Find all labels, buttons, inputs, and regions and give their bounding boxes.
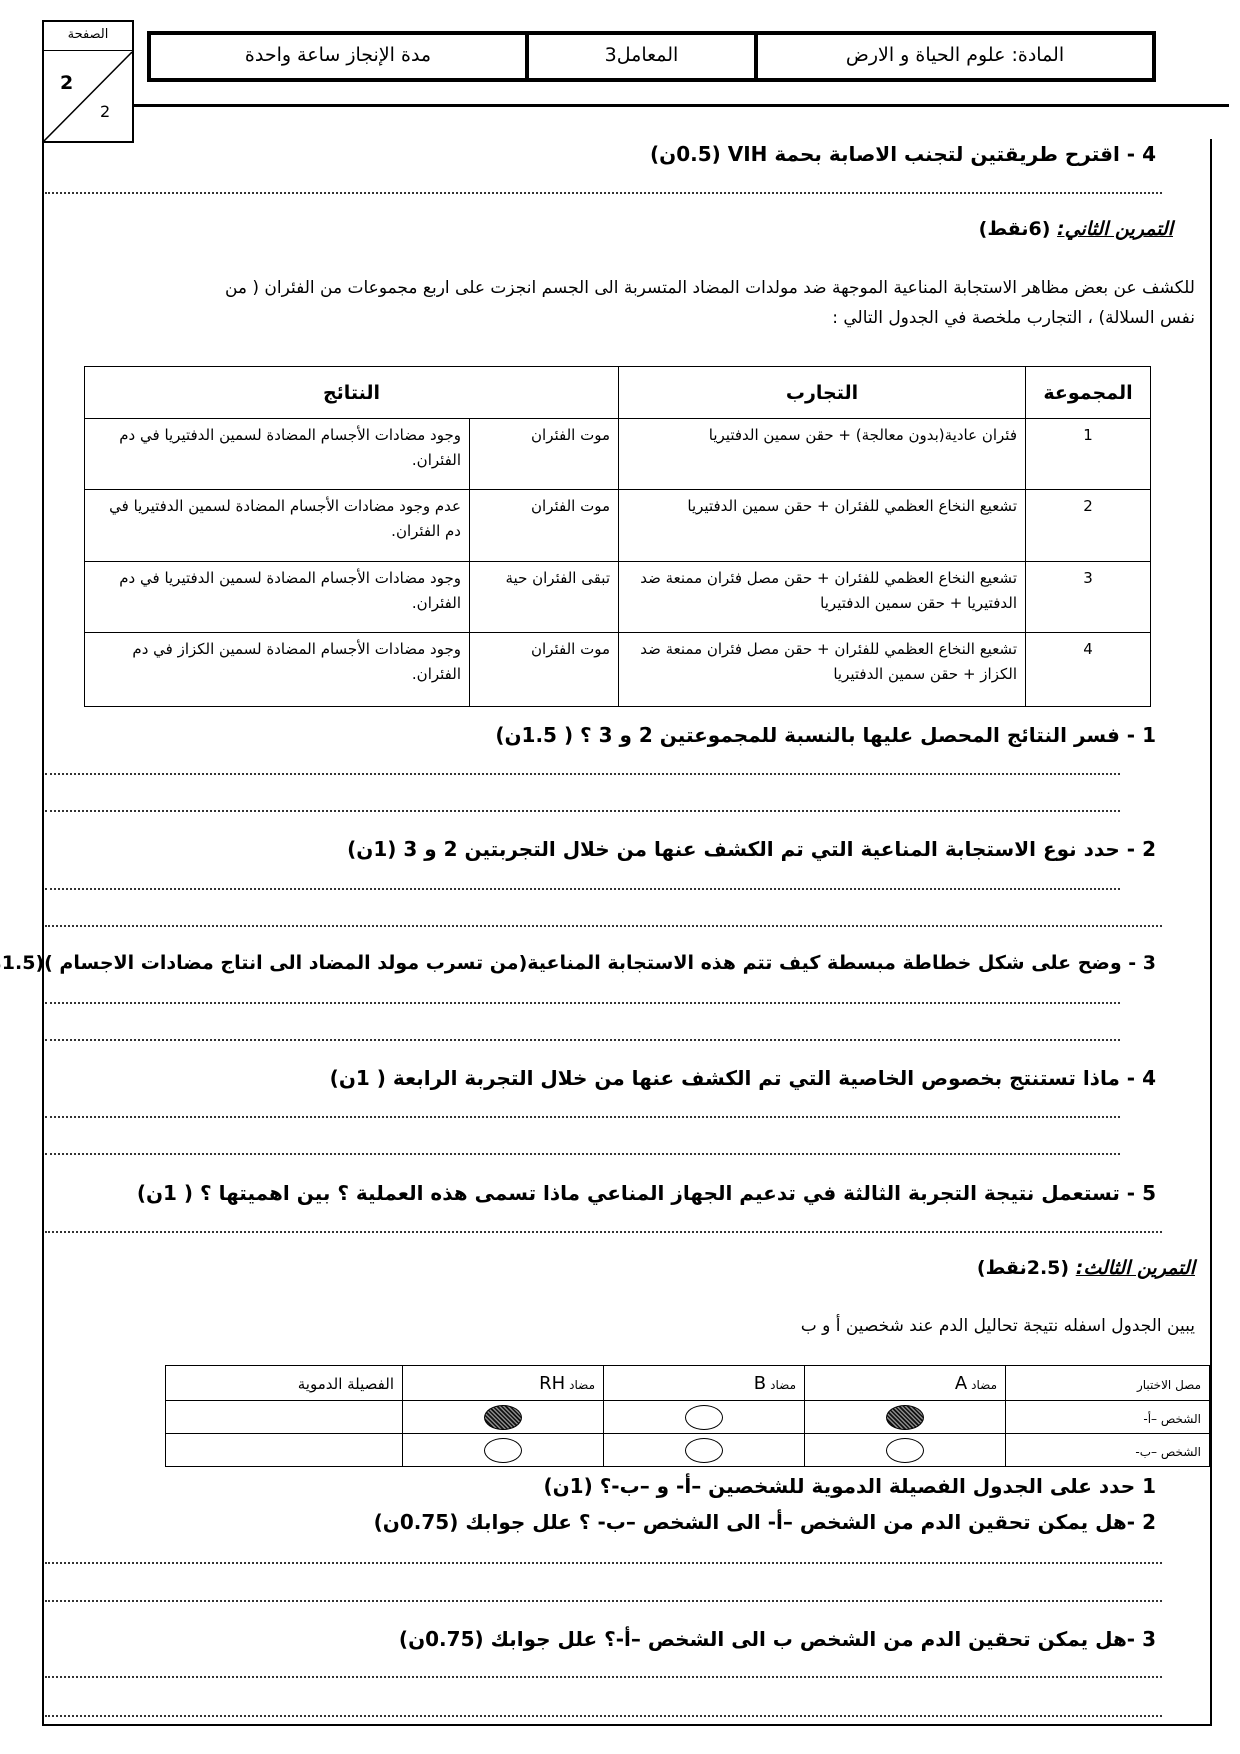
exam-header: [147, 31, 1156, 82]
outcome-cell: موت الفئران: [470, 419, 619, 490]
exercise2-question-3: 3 - وضح على شكل خطاطة مبسطة كيف تتم هذه الاستجابة المناعية(من تسرب مولد المضاد الى انتاج مضادات الاجسام )(1.5: [1, 952, 1156, 974]
exercise2-question-5: 5 - تستعمل نتيجة التجربة الثالثة في تدعيم الجهاز المناعي ماذا تسمى هذه العملية ؟ بين اهميتها ؟ ( 1ن): [136, 1181, 1156, 1205]
person-label-text: الشخص –ب-: [1135, 1444, 1201, 1459]
table-row: [85, 419, 1151, 490]
answer-line[interactable]: [45, 1676, 1162, 1678]
person-label-text: الشخص –أ-: [1143, 1411, 1201, 1426]
exercise2-intro-line-2: نفس السلالة) ، التجارب ملخصة في الجدول التالي :: [832, 308, 1195, 328]
exercise3-points: (2.5نقط): [976, 1257, 1070, 1279]
exercise3-question-3: 3 -هل يمكن تحقين الدم من الشخص ب الى الشخص –أ-؟ علل جوابك (0.75ن): [398, 1627, 1156, 1651]
col-header-blood-group: [166, 1366, 403, 1401]
table-row: [85, 490, 1151, 562]
answer-line[interactable]: [45, 1153, 1120, 1155]
reaction-cell: [403, 1434, 604, 1467]
antibody-word: مضاد: [770, 1377, 796, 1392]
antibodies-cell: وجود مضادات الأجسام المضادة لسمين الكزاز في دم الفئران.: [85, 633, 470, 707]
col-header-experiments: التجارب: [619, 367, 1026, 419]
antibody-letter: B: [753, 1372, 767, 1394]
table-row: [85, 562, 1151, 633]
exercise3-question-2: 2 -هل يمكن تحقين الدم من الشخص –أ- الى الشخص –ب- ؟ علل جوابك (0.75ن): [373, 1510, 1156, 1534]
outcome-cell: تبقى الفئران حية: [470, 562, 619, 633]
test-serum-label: مصل الاختبار: [1136, 1377, 1201, 1392]
reaction-circle: [685, 1405, 723, 1430]
person-label: [1006, 1434, 1210, 1467]
exercise2-question-1: 1 - فسر النتائج المحصل عليها بالنسبة للمجموعتين 2 و 3 ؟ ( 1.5ن): [495, 723, 1156, 747]
group-number: 4: [1026, 633, 1151, 707]
exercise2-intro-line-1: للكشف عن بعض مظاهر الاستجابة المناعية الموجهة ضد مولدات المضاد المتسربة الى الجسم انجزت على اربع مجموعات من الفئران ( من: [224, 278, 1195, 298]
answer-line[interactable]: [45, 1039, 1120, 1041]
blood-group-answer-cell[interactable]: [166, 1434, 403, 1467]
table-row: [85, 633, 1151, 707]
answer-line[interactable]: [45, 1116, 1120, 1118]
exercise2-points: (6نقط): [978, 218, 1051, 240]
outcome-cell: موت الفئران: [470, 633, 619, 707]
person-label: [1006, 1401, 1210, 1434]
col-header-results: النتائج: [85, 367, 619, 419]
reaction-circle: [886, 1405, 924, 1430]
exercise3-title: [977, 1255, 1195, 1281]
frame-right: [1210, 139, 1212, 1726]
antibody-letter: A: [954, 1372, 968, 1394]
col-header-anti-rh: [403, 1366, 604, 1401]
reaction-circle: [685, 1438, 723, 1463]
exam-subject: المادة: علوم الحياة و الارض: [845, 44, 1065, 66]
col-header-test-serum: [1006, 1366, 1210, 1401]
antibody-letter: RH: [539, 1372, 566, 1394]
exercise2-question-2: 2 - حدد نوع الاستجابة المناعية التي تم الكشف عنها من خلال التجربتين 2 و 3 (1ن): [347, 837, 1156, 861]
reaction-circle: [484, 1438, 522, 1463]
col-header-group: المجموعة: [1026, 367, 1151, 419]
outcome-cell: موت الفئران: [470, 490, 619, 562]
reaction-cell: [403, 1401, 604, 1434]
group-number: 2: [1026, 490, 1151, 562]
answer-line[interactable]: [45, 1231, 1162, 1233]
exercise3-title-text: التمرين الثالث:: [1075, 1257, 1195, 1279]
answer-line[interactable]: [45, 1562, 1162, 1564]
col-header-anti-b: [604, 1366, 805, 1401]
blood-group-label: الفصيلة الدموية: [297, 1374, 394, 1393]
exercise2-question-4: 4 - ماذا تستنتج بخصوص الخاصية التي تم الكشف عنها من خلال التجربة الرابعة ( 1ن): [329, 1066, 1156, 1090]
reaction-cell: [604, 1401, 805, 1434]
exam-coefficient: المعامل3: [529, 35, 758, 78]
page-total: 2: [100, 102, 111, 121]
reaction-cell: [604, 1434, 805, 1467]
antibodies-cell: وجود مضادات الأجسام المضادة لسمين الدفتيريا في دم الفئران.: [85, 419, 470, 490]
page-box-diagonal: [44, 22, 132, 141]
page-current: 2: [60, 72, 74, 94]
exercise2-title-text: التمرين الثاني:: [1057, 218, 1173, 240]
page-label: الصفحة: [67, 27, 109, 42]
experiment-cell: فئران عادية(بدون معالجة) + حقن سمين الدفتيريا: [619, 419, 1026, 490]
experiments-table: [84, 366, 1150, 707]
frame-left: [42, 139, 44, 1726]
group-number: 1: [1026, 419, 1151, 490]
experiment-cell: تشعيع النخاع العظمي للفئران + حقن سمين الدفتيريا: [619, 490, 1026, 562]
answer-line[interactable]: [45, 1600, 1162, 1602]
answer-line[interactable]: [45, 1002, 1120, 1004]
answer-line[interactable]: [45, 773, 1120, 775]
antibodies-cell: عدم وجود مضادات الأجسام المضادة لسمين الدفتيريا في دم الفئران.: [85, 490, 470, 562]
header-rule: [134, 104, 1229, 107]
exercise3-question-1: 1 حدد على الجدول الفصيلة الدموية للشخصين –أ- و –ب-؟ (1ن): [543, 1474, 1156, 1498]
blood-group-answer-cell[interactable]: [166, 1401, 403, 1434]
experiment-cell: تشعيع النخاع العظمي للفئران + حقن مصل فئران ممنعة ضد الدفتيريا + حقن سمين الدفتيريا: [619, 562, 1026, 633]
frame-bottom: [42, 1724, 1212, 1726]
reaction-circle: [484, 1405, 522, 1430]
experiment-cell: تشعيع النخاع العظمي للفئران + حقن مصل فئران ممنعة ضد الكزاز + حقن سمين الدفتيريا: [619, 633, 1026, 707]
antibody-word: مضاد: [569, 1377, 595, 1392]
exercise2-title: [979, 216, 1173, 242]
col-header-anti-a: [805, 1366, 1006, 1401]
reaction-cell: [805, 1434, 1006, 1467]
exercise1-question-4: 4 - اقترح طريقتين لتجنب الاصابة بحمة VIH (0.5ن): [650, 142, 1156, 166]
reaction-cell: [805, 1401, 1006, 1434]
page-number-box: [42, 20, 134, 143]
answer-line[interactable]: [45, 888, 1120, 890]
table-row: [166, 1434, 1210, 1467]
blood-test-table: [165, 1365, 1209, 1467]
answer-line[interactable]: [45, 1715, 1162, 1717]
table-row: [166, 1401, 1210, 1434]
exam-duration: مدة الإنجاز ساعة واحدة: [151, 35, 529, 78]
reaction-circle: [886, 1438, 924, 1463]
antibody-word: مضاد: [971, 1377, 997, 1392]
group-number: 3: [1026, 562, 1151, 633]
answer-line[interactable]: [45, 192, 1162, 194]
answer-line[interactable]: [45, 925, 1162, 927]
exercise3-intro: يبين الجدول اسفله نتيجة تحاليل الدم عند شخصين أ و ب: [800, 1316, 1195, 1336]
answer-line[interactable]: [45, 810, 1120, 812]
antibodies-cell: وجود مضادات الأجسام المضادة لسمين الدفتيريا في دم الفئران.: [85, 562, 470, 633]
